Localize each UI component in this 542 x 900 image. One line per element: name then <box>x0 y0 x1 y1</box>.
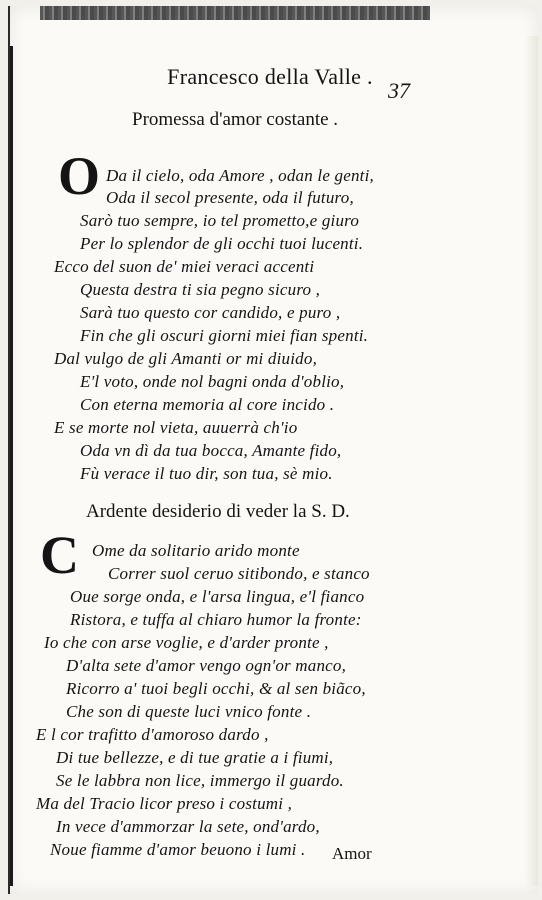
drop-cap-2: C <box>40 525 79 585</box>
binding-edge <box>10 46 19 886</box>
poem-line: Io che con arse voglie, e d'arder pronte , <box>44 633 329 652</box>
poem-line: Ristora, e tuffa al chiaro humor la fronte: <box>70 610 362 629</box>
poem-line: Sarà tuo questo cor candido, e puro , <box>80 303 341 322</box>
poem-line: Con eterna memoria al core incido . <box>80 395 335 414</box>
poem-line: Fù verace il tuo dir, son tua, sè mio. <box>80 464 333 483</box>
poem-line: Ome da solitario arido monte <box>92 541 300 560</box>
poem-line: Ma del Tracio licor preso i costumi , <box>36 794 293 813</box>
poem-line: Che son di queste luci vnico fonte . <box>66 702 312 721</box>
drop-cap-1: O <box>58 146 101 206</box>
poem-line: Correr suol ceruo sitibondo, e stanco <box>108 564 370 583</box>
page-number: 37 <box>388 78 410 103</box>
poem-line: E se morte nol vieta, auuerrà ch'io <box>54 418 298 437</box>
poem-line: Da il cielo, oda Amore , odan le genti, <box>106 166 374 185</box>
poem-line: Fin che gli oscuri giorni miei fian spenti. <box>80 326 369 345</box>
poem-line: Ricorro a' tuoi begli occhi, & al sen biãco, <box>66 679 366 698</box>
poem-line: Dal vulgo de gli Amanti or mi diuido, <box>54 349 318 368</box>
poem-line: Noue fiamme d'amor beuono i lumi . <box>50 840 306 859</box>
poem-line: Se le labbra non lice, immergo il guardo. <box>56 771 344 790</box>
poem-line: Per lo splendor de gli occhi tuoi lucenti. <box>80 234 364 253</box>
poem-line: D'alta sete d'amor vengo ogn'or manco, <box>66 656 347 675</box>
poem-line: Ecco del suon de' miei veraci accenti <box>54 257 315 276</box>
poem-line: E'l voto, onde nol bagni onda d'oblio, <box>80 372 345 391</box>
poem-line: Oue sorge onda, e l'arsa lingua, e'l fianco <box>70 587 365 606</box>
running-head: Francesco della Valle . <box>167 64 373 89</box>
poem-line: Oda il secol presente, oda il futuro, <box>106 188 354 207</box>
poem-line: E l cor trafitto d'amoroso dardo , <box>36 725 269 744</box>
poem-title-2: Ardente desiderio di veder la S. D. <box>86 501 350 522</box>
poem-line: Oda vn dì da tua bocca, Amante fido, <box>80 441 342 460</box>
book-page <box>8 6 538 894</box>
poem-line: In vece d'ammorzar la sete, ond'ardo, <box>56 817 320 836</box>
poem-line: Di tue bellezze, e di tue gratie a i fiumi, <box>56 748 334 767</box>
page-edge-strip <box>40 6 430 20</box>
page-edge-shadow <box>524 36 538 886</box>
poem-line: Sarò tuo sempre, io tel prometto,e giuro <box>80 211 360 230</box>
poem-title-1: Promessa d'amor costante . <box>132 109 339 130</box>
poem-line: Questa destra ti sia pegno sicuro , <box>80 280 321 299</box>
catchword: Amor <box>332 844 372 863</box>
